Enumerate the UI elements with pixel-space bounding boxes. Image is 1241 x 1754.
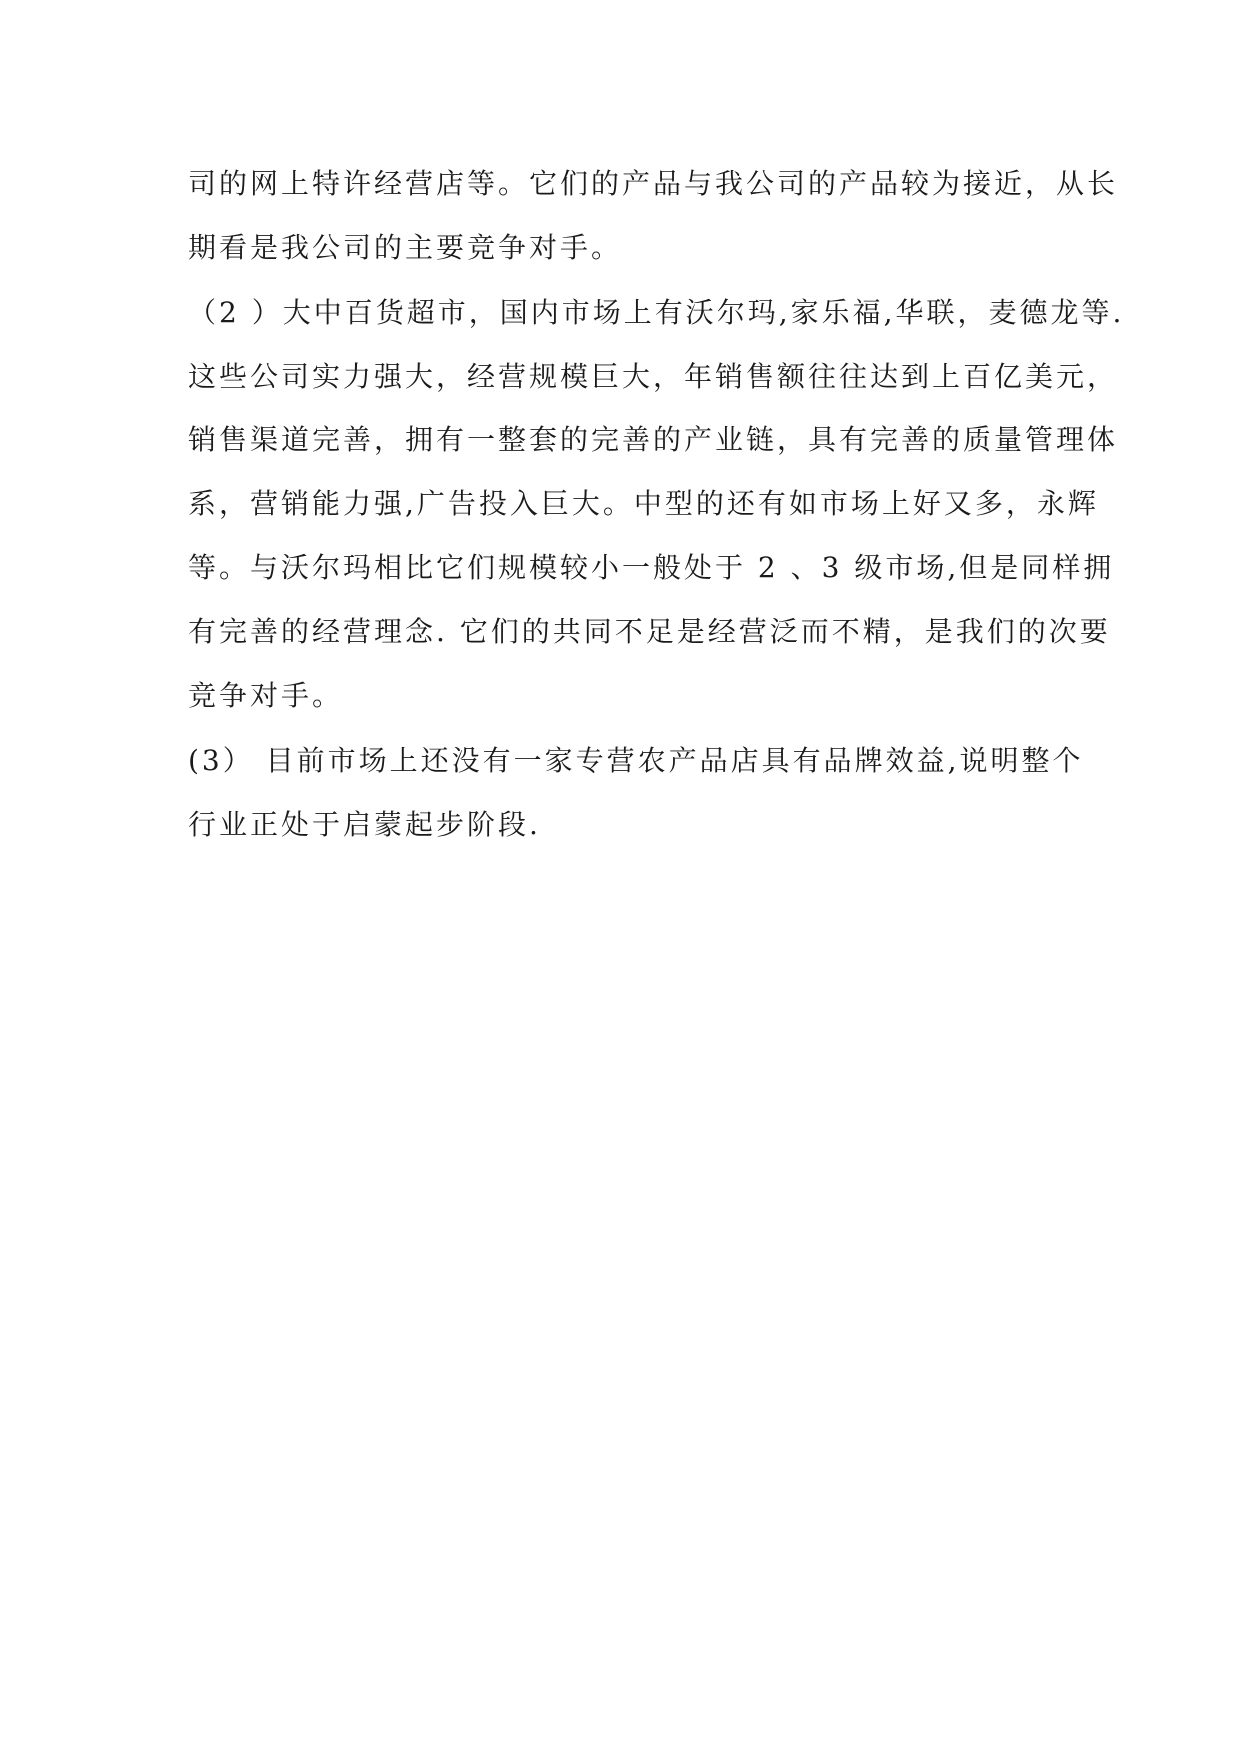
paragraph-line: 有完善的经营理念. 它们的共同不足是经营泛而不精，是我们的次要 <box>188 615 1111 648</box>
paragraph-line: 期看是我公司的主要竞争对手。 <box>188 231 623 264</box>
paragraph-line: 这些公司实力强大，经营规模巨大，年销售额往往达到上百亿美元， <box>188 360 1119 393</box>
paragraph-line: 行业正处于启蒙起步阶段. <box>188 808 541 841</box>
paragraph-line: 司的网上特许经营店等。它们的产品与我公司的产品较为接近，从长 <box>188 167 1119 200</box>
paragraph-line: 等。与沃尔玛相比它们规模较小一般处于 2 、3 级市场,但是同样拥 <box>188 551 1115 584</box>
paragraph-line: 销售渠道完善，拥有一整套的完善的产业链，具有完善的质量管理体 <box>188 423 1119 456</box>
paragraph-line: (3） 目前市场上还没有一家专营农产品店具有品牌效益,说明整个 <box>188 744 1084 777</box>
paragraph-line: 竞争对手。 <box>188 679 344 712</box>
paragraph-line: （2 ）大中百货超市，国内市场上有沃尔玛,家乐福,华联，麦德龙等. <box>188 296 1125 329</box>
paragraph-line: 系，营销能力强,广告投入巨大。中型的还有如市场上好又多，永辉 <box>188 487 1099 520</box>
